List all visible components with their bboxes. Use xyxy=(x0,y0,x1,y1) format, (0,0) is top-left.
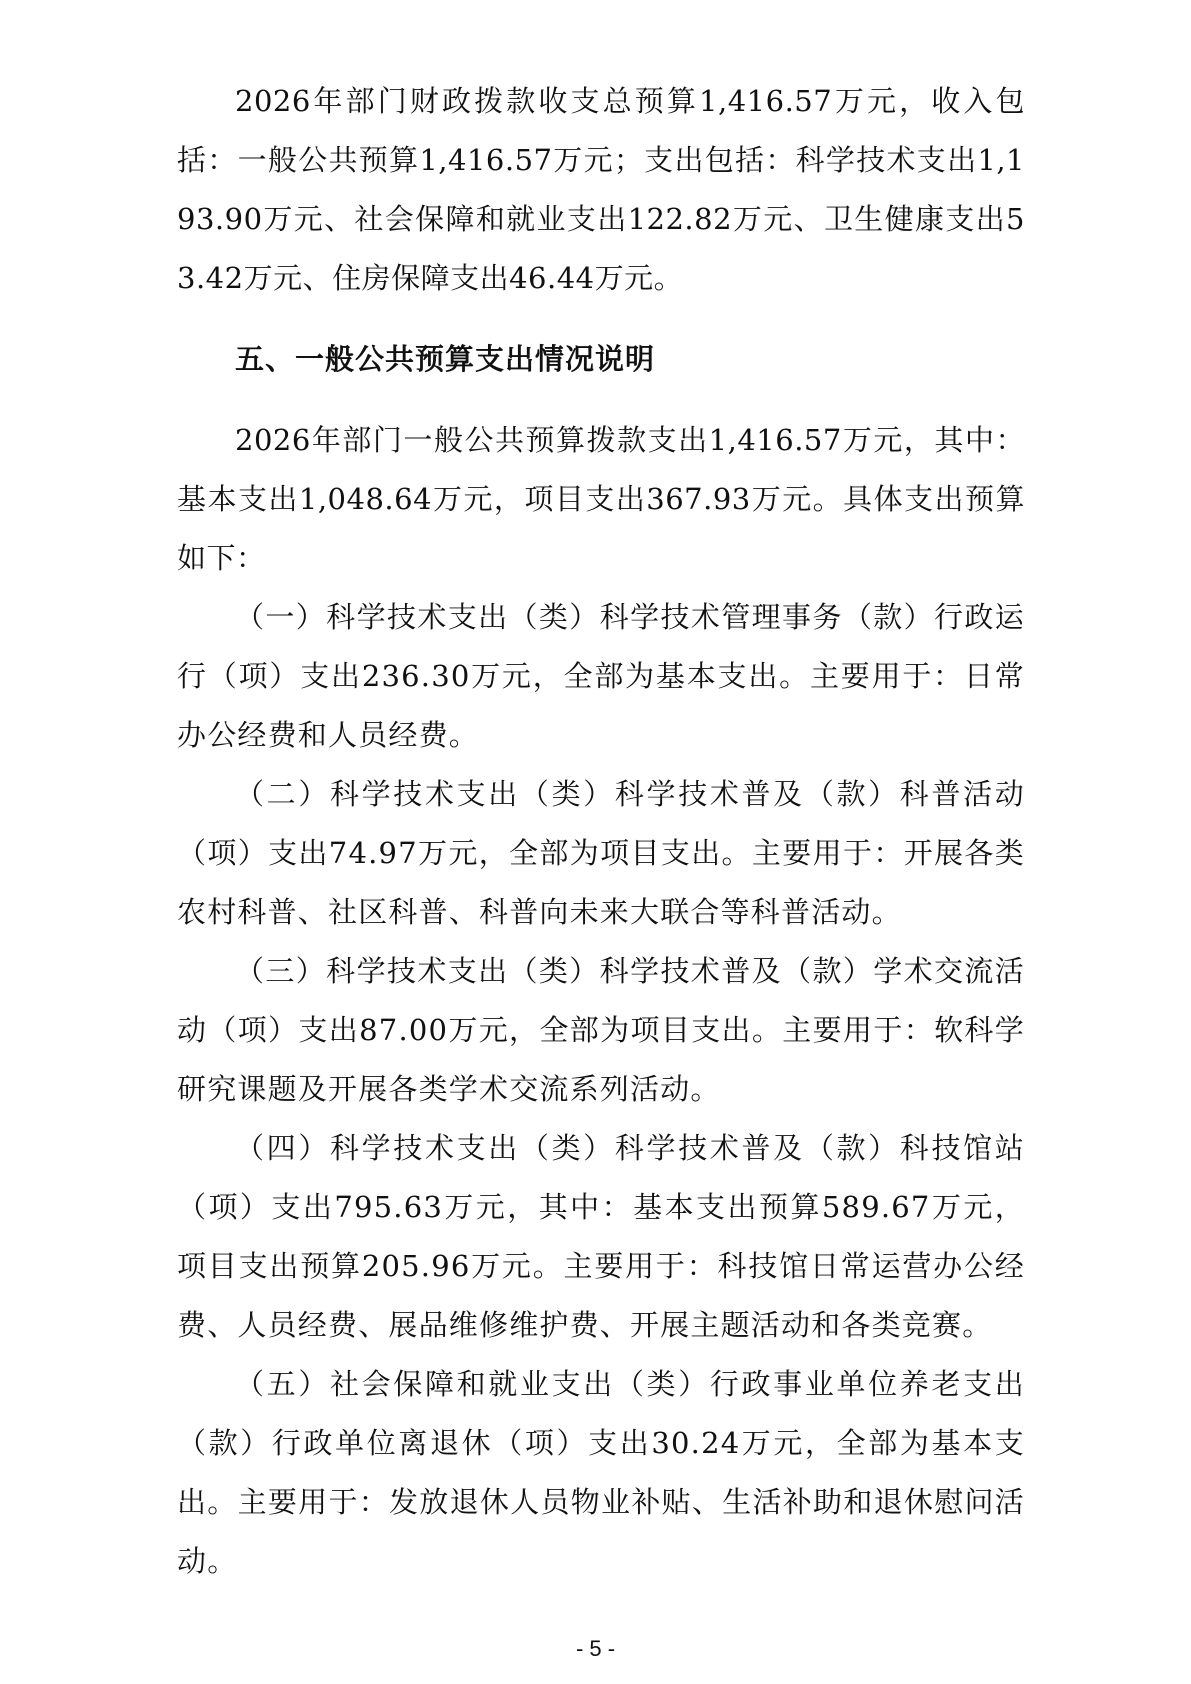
paragraph-item-3: （三）科学技术支出（类）科学技术普及（款）学术交流活动（项）支出87.00万元，全部为项目支出。主要用于：软科学研究课题及开展各类学术交流系列活动。 xyxy=(177,954,1025,1106)
paragraph-item-1: （一）科学技术支出（类）科学技术管理事务（款）行政运行（项）支出236.30万元，全部为基本支出。主要用于：日常办公经费和人员经费。 xyxy=(177,600,1025,752)
section-heading: 五、一般公共预算支出情况说明 xyxy=(235,342,656,376)
paragraph-item-5: （五）社会保障和就业支出（类）行政事业单位养老支出（款）行政单位离退休（项）支出30.24万元，全部为基本支出。主要用于：发放退休人员物业补贴、生活补助和退休慰问活动。 xyxy=(177,1367,1025,1578)
document-page xyxy=(177,72,1025,1591)
page-number: - 5 - xyxy=(575,1636,616,1661)
paragraph-item-2: （二）科学技术支出（类）科学技术普及（款）科普活动（项）支出74.97万元，全部为项目支出。主要用于：开展各类农村科普、社区科普、科普向未来大联合等科普活动。 xyxy=(177,777,1025,929)
paragraph-expenditure-overview: 2026年部门一般公共预算拨款支出1,416.57万元，其中：基本支出1,048.64万元，项目支出367.93万元。具体支出预算如下： xyxy=(177,423,1025,575)
paragraph-item-4: （四）科学技术支出（类）科学技术普及（款）科技馆站（项）支出795.63万元，其中：基本支出预算589.67万元，项目支出预算205.96万元。主要用于：科技馆日常运营办公经费、人员经费、展品维修维护费、开展主题活动和各类竞赛。 xyxy=(177,1131,1025,1342)
paragraph-budget-summary: 2026年部门财政拨款收支总预算1,416.57万元，收入包括：一般公共预算1,416.57万元；支出包括：科学技术支出1,193.90万元、社会保障和就业支出122.82万元、卫生健康支出53.42万元、住房保障支出46.44万元。 xyxy=(177,84,1025,295)
